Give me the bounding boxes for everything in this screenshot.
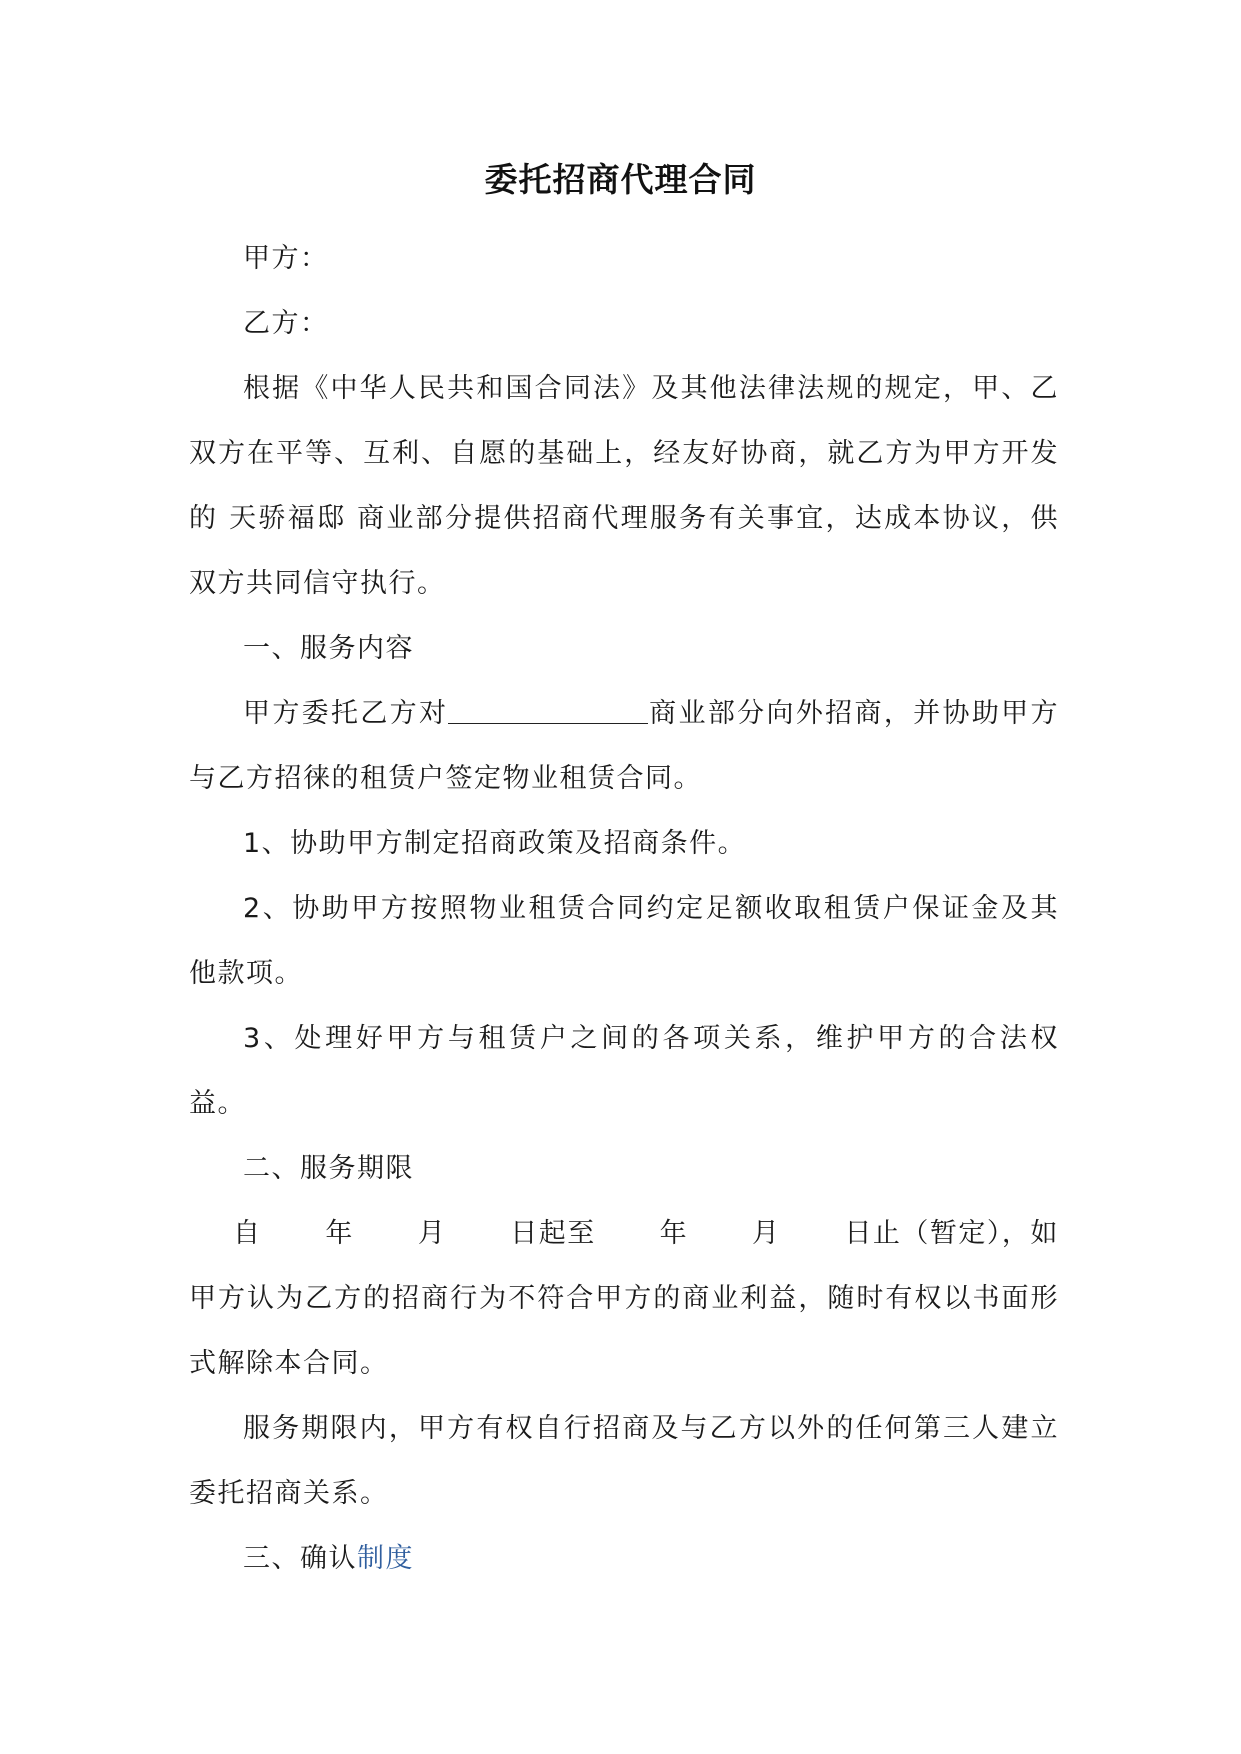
party-a-line: 甲方： [243, 243, 329, 274]
document-title: 委托招商代理合同 [484, 160, 757, 199]
section3-heading [189, 1526, 1059, 1591]
section1-item: 3、处理好甲方与租赁户之间的各项关系，维护甲方的合法权益。 [189, 1023, 1059, 1119]
system-link[interactable]: 制度 [357, 1543, 414, 1574]
service-period-dates [189, 1201, 1059, 1266]
date-part: 年 [659, 1218, 689, 1249]
date-part: 日起至 [510, 1218, 596, 1249]
section1-intro-before: 甲方委托乙方对 [243, 698, 449, 729]
section1-intro [189, 681, 1059, 811]
section1-item: 2、协助甲方按照物业租赁合同约定足额收取租赁户保证金及其他款项。 [189, 893, 1059, 989]
party-b-line: 乙方： [243, 308, 329, 339]
project-name-blank [448, 693, 648, 724]
service-period-continuation: 甲方认为乙方的招商行为不符合甲方的商业利益，随时有权以书面形式解除本合同。 [189, 1283, 1059, 1379]
section1-item: 1、协助甲方制定招商政策及招商条件。 [243, 828, 747, 859]
date-part: 自 [233, 1218, 262, 1249]
section1-heading: 一、服务内容 [243, 633, 414, 664]
date-part: 月 [417, 1218, 447, 1249]
document-body [189, 226, 1059, 1591]
section3-heading-prefix: 三、确认 [243, 1543, 357, 1574]
section2-paragraph: 服务期限内，甲方有权自行招商及与乙方以外的任何第三人建立委托招商关系。 [189, 1413, 1059, 1509]
date-part: 年 [325, 1218, 354, 1249]
section2-heading: 二、服务期限 [243, 1153, 414, 1184]
date-part: 日止（暂定），如 [844, 1218, 1059, 1249]
preamble-paragraph: 根据《中华人民共和国合同法》及其他法律法规的规定，甲、乙双方在平等、互利、自愿的基础上，经友好协商，就乙方为甲方开发的 天骄福邸 商业部分提供招商代理服务有关事宜，达成本协议，供双方共同信守执行。 [189, 373, 1059, 599]
section1-intro-after: 商业部分向外招商，并协助甲方与乙方招徕的租赁户签定物业租赁合同。 [189, 698, 1060, 794]
date-part: 月 [752, 1218, 781, 1249]
